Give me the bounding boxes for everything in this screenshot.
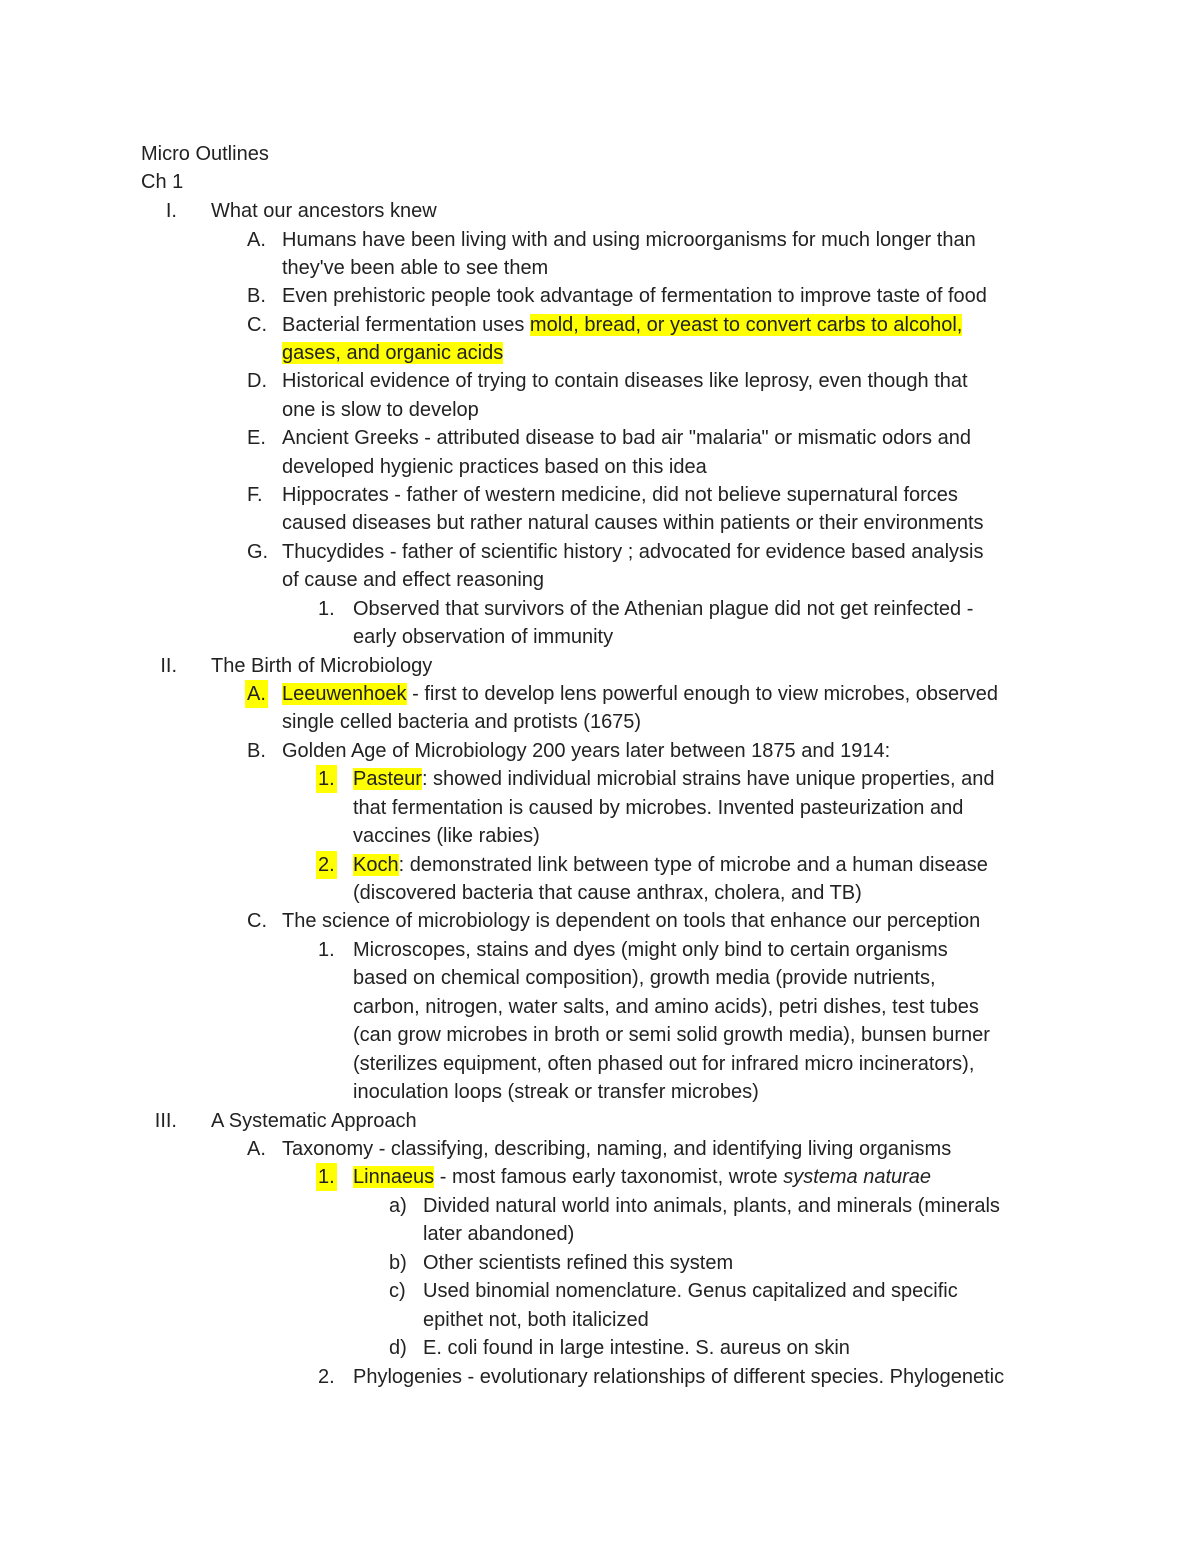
item-marker: 2. [318,1366,335,1388]
highlighted-text: mold, bread, or yeast to convert carbs to alcohol, [529,314,963,336]
outline-line: inoculation loops (streak or transfer microbes) [353,1081,759,1103]
item-marker: c) [389,1280,406,1302]
section-marker: II. [160,655,177,677]
item-marker: 1. [318,939,335,961]
section-heading: What our ancestors knew [211,200,437,222]
item-marker: 1. [316,1163,337,1191]
outline-line [282,311,962,339]
outline-line: The science of microbiology is dependent on tools that enhance our perception [282,910,981,932]
item-marker: 1. [318,598,335,620]
item-marker: B. [247,740,266,762]
outline-line: (sterilizes equipment, often phased out for infrared micro incinerators), [353,1053,975,1075]
section-marker: I. [165,200,177,222]
outline-line: Phylogenies - evolutionary relationships of different species. Phylogenetic [353,1366,1005,1388]
item-marker: A. [247,229,266,251]
plain-text: : demonstrated link between type of microbe and a human disease [398,854,988,876]
outline-line: later abandoned) [423,1223,575,1245]
item-marker: A. [245,680,268,708]
outline-line: Divided natural world into animals, plants, and minerals (minerals [423,1195,1000,1217]
outline-line: Thucydides - father of scientific history ; advocated for evidence based analysis [282,541,984,563]
italic-text: systema naturae [783,1166,932,1188]
section-heading: A Systematic Approach [211,1110,417,1132]
outline-line: Even prehistoric people took advantage of fermentation to improve taste of food [282,285,987,307]
outline-line: (can grow microbes in broth or semi solid growth media), bunsen burner [353,1024,990,1046]
outline-line [353,765,995,793]
outline-line: epithet not, both italicized [423,1309,649,1331]
plain-text: Bacterial fermentation uses [282,314,530,336]
outline-line: caused diseases but rather natural causes within patients or their environments [282,512,984,534]
doc-title: Micro Outlines [141,143,269,165]
plain-text: : showed individual microbial strains have unique properties, and [421,768,995,790]
section-marker: III. [154,1110,177,1132]
outline-line: Microscopes, stains and dyes (might only bind to certain organisms [353,939,948,961]
item-marker: E. [247,427,266,449]
outline-line [353,851,988,879]
item-marker: A. [247,1138,266,1160]
outline-line: one is slow to develop [282,399,479,421]
outline-line: based on chemical composition), growth media (provide nutrients, [353,967,936,989]
item-marker: a) [389,1195,407,1217]
outline-line: Hippocrates - father of western medicine, did not believe supernatural forces [282,484,958,506]
outline-line [282,680,998,708]
item-marker: C. [247,910,267,932]
outline-line: (discovered bacteria that cause anthrax, cholera, and TB) [353,882,862,904]
plain-text: - most famous early taxonomist, wrote [434,1166,784,1188]
outline-line: E. coli found in large intestine. S. aureus on skin [423,1337,850,1359]
item-marker: b) [389,1252,407,1274]
outline-line: Observed that survivors of the Athenian plague did not get reinfected - [353,598,974,620]
outline-line: Humans have been living with and using microorganisms for much longer than [282,229,976,251]
outline-line: Ancient Greeks - attributed disease to bad air "malaria" or mismatic odors and [282,427,971,449]
outline-line: vaccines (like rabies) [353,825,540,847]
outline-line [282,339,503,367]
item-marker: d) [389,1337,407,1359]
highlighted-text: Koch [353,854,399,876]
outline-line: Other scientists refined this system [423,1252,734,1274]
outline-line: Taxonomy - classifying, describing, naming, and identifying living organisms [282,1138,952,1160]
outline-line: single celled bacteria and protists (1675) [282,711,642,733]
outline-line: carbon, nitrogen, water salts, and amino acids), petri dishes, test tubes [353,996,979,1018]
highlighted-text: Leeuwenhoek [282,683,407,705]
highlighted-text: Pasteur [353,768,422,790]
item-marker: C. [247,314,267,336]
plain-text: - first to develop lens powerful enough to view microbes, observed [406,683,998,705]
item-marker: B. [247,285,266,307]
outline-line: Golden Age of Microbiology 200 years later between 1875 and 1914: [282,740,891,762]
item-marker: 1. [316,765,337,793]
outline-line: Historical evidence of trying to contain diseases like leprosy, even though that [282,370,968,392]
outline-line: they've been able to see them [282,257,549,279]
chapter-label: Ch 1 [141,171,184,193]
item-marker: G. [247,541,269,563]
outline-line: of cause and effect reasoning [282,569,545,591]
highlighted-text: Linnaeus [353,1166,435,1188]
outline-line: developed hygienic practices based on this idea [282,456,707,478]
highlighted-text: gases, and organic acids [282,342,504,364]
item-marker: D. [247,370,267,392]
outline-line [353,1163,931,1191]
item-marker: F. [247,484,263,506]
outline-line: that fermentation is caused by microbes. Invented pasteurization and [353,797,964,819]
section-heading: The Birth of Microbiology [211,655,433,677]
outline-line: Used binomial nomenclature. Genus capitalized and specific [423,1280,958,1302]
item-marker: 2. [316,851,337,879]
outline-line: early observation of immunity [353,626,614,648]
